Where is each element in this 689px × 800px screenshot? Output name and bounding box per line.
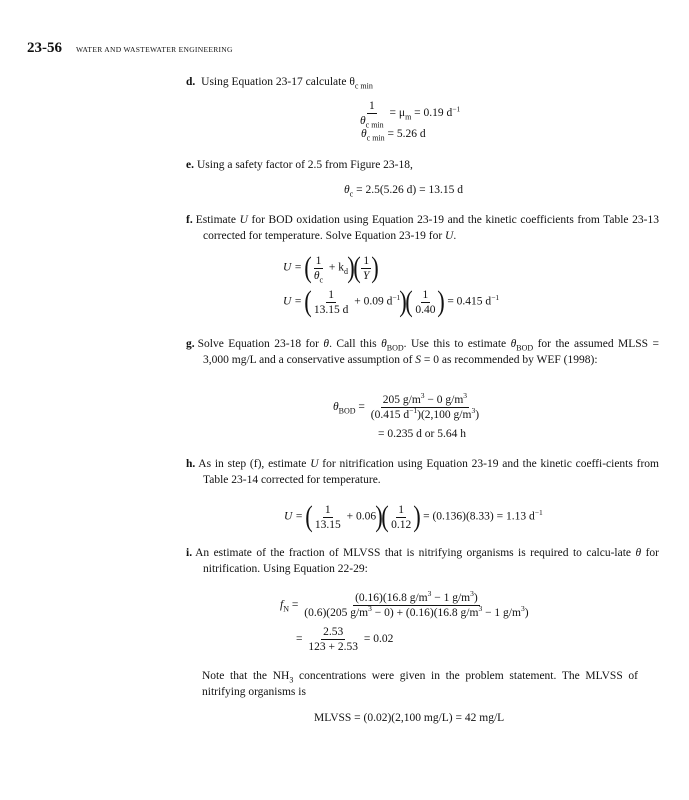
equation-e: $\theta_c = 2.5(5.26$ d) = 13.15 d (344, 184, 463, 199)
equation-i: $f_N$ = $\frac{(0.16)(16.8 g/m^3 - 1 g/m^3)}{(0.6)(205 g/m^3 - 0) + (0.16)(16.8 g/m^3 - 1 g/m^3)}$ (280, 589, 529, 619)
note-paragraph: Note that the $NH_3$ concentrations were given in the problem statement. The MLVSS of nitrifying organisms is (202, 670, 638, 698)
equation-g: $\theta_{BOD}$ = $\frac{205 g/m^3 - 0 g/m^3}{(0.415 d^{-1})(2,100 g/m^3)}$ (333, 391, 480, 421)
step-d: d. Using Equation 23-17 calculate $\theta_{c min}$ (186, 76, 373, 91)
step-i: i. An estimate of the fraction of MLVSS that is nitrifying organisms is required to calcu-late θ for nitrification. Using Equation 22-29: (186, 547, 659, 575)
equation-final: MLVSS = (0.02)(2,100 mg/L) = 42 mg/L (314, 712, 505, 724)
equation-d2: $\theta_{c min} = 5.26$ d (361, 128, 426, 143)
step-g: g. Solve Equation 23-18 for θ. Call this $\theta_{BOD}$. Use this to estimate $\theta_{BOD}$ for the assumed MLSS = 3,000 mg/L and a conservative assumption of S = 0 as recommended by WEF (1998): (186, 338, 660, 366)
equation-f2: U = ( $\frac{1}{13.15 d}$ + 0.09 $d^{-1}$)( $\frac{1}{0.40}$ ) = 0.415 $d^{-1}$ (283, 285, 500, 318)
step-f: f. Estimate U for BOD oxidation using Equation 23-19 and the kinetic coefficients from Table 23-13 corrected for temperature. Solve Equation 23-19 for U. (186, 214, 659, 242)
equation-h: U = ( $\frac{1}{13.15}$ + 0.06)( $\frac{1}{0.12}$ ) = (0.136)(8.33) = 1.13 $d^{-1}$ (284, 500, 543, 533)
step-h: h. As in step (f), estimate U for nitrification using Equation 23-19 and the kinetic coeffi-cients from Table 23-14 corrected for temperature. (186, 458, 660, 486)
equation-d1: $\frac{1}{\theta_{c min}}$ = $\mu_m = 0.19$ $d^{-1}$ (360, 100, 461, 130)
running-title: WATER AND WASTEWATER ENGINEERING (76, 45, 233, 54)
page-number: 23-56 (27, 40, 62, 56)
equation-i2: = $\frac{2.53}{123 + 2.53}$ = 0.02 (296, 626, 394, 653)
step-e: e. Using a safety factor of 2.5 from Figure 23-18, (186, 159, 413, 171)
equation-g-result: = 0.235 d or 5.64 h (378, 428, 466, 440)
page-header (27, 40, 233, 57)
equation-f1: U = ( $\frac{1}{\theta_c}$ + $k_d$)( $\frac{1}{Y}$ ) (283, 251, 380, 284)
